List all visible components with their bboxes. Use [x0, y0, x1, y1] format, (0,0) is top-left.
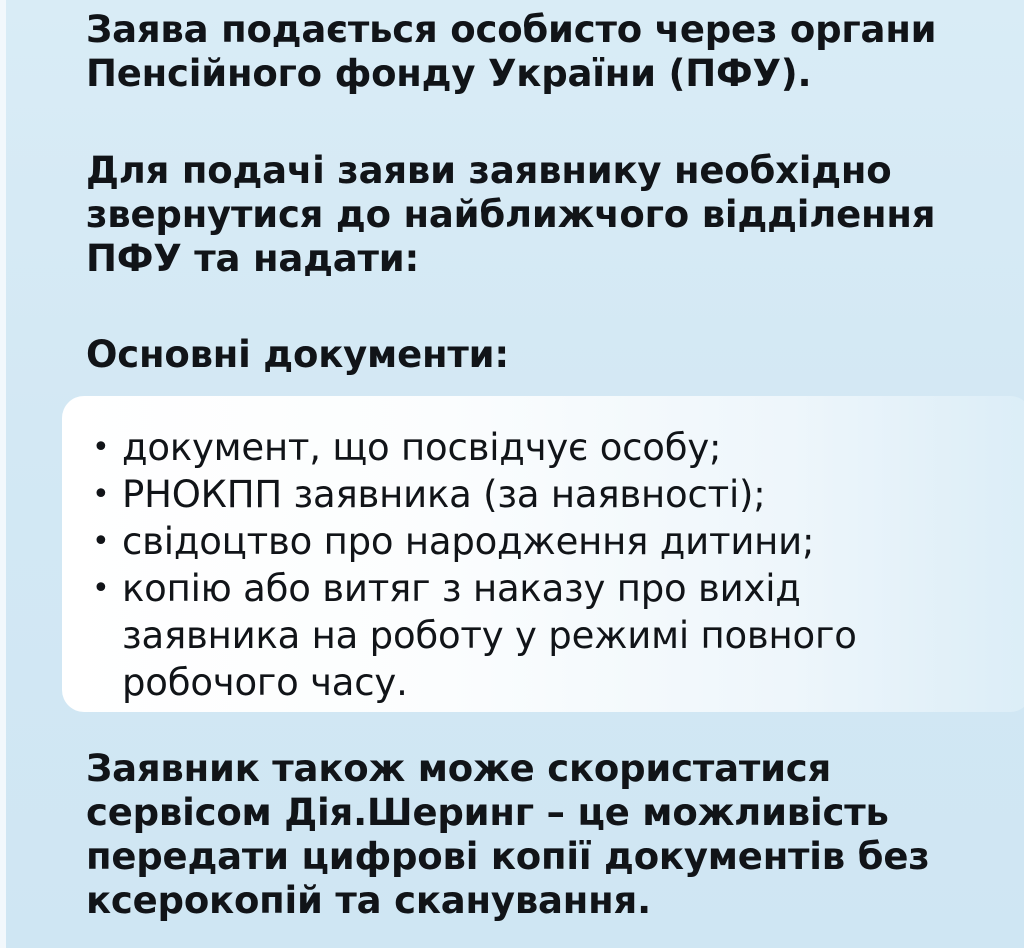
- list-item-text: свідоцтво про народження дитини;: [122, 520, 815, 563]
- list-item-text: документ, що посвідчує особу;: [122, 426, 722, 469]
- instructions-paragraph: Для подачі заяви заявнику необхідно звернутися до найближчого відділення ПФУ та надати:: [86, 149, 936, 280]
- left-edge-strip: [0, 0, 6, 948]
- documents-heading: Основні документи:: [86, 333, 509, 376]
- list-item: [92, 565, 972, 706]
- intro-paragraph: Заява подається особисто через органи Пенсійного фонду України (ПФУ).: [86, 8, 937, 95]
- list-item: [92, 424, 992, 471]
- list-item: [92, 471, 992, 518]
- dia-sharing-paragraph: Заявник також може скористатися сервісом Дія.Шеринг – це можливість передати цифрові копії документів без ксерокопій та сканування.: [86, 747, 930, 922]
- list-item-text: копію або витяг з наказу про вихід заявника на роботу у режимі повного робочого часу.: [122, 567, 857, 704]
- list-item-text: РНОКПП заявника (за наявності);: [122, 473, 766, 516]
- bullet-icon: •: [92, 524, 110, 559]
- bullet-icon: •: [92, 430, 110, 465]
- bullet-icon: •: [92, 477, 110, 512]
- documents-list: [92, 424, 992, 706]
- list-item: [92, 518, 992, 565]
- bullet-icon: •: [92, 571, 110, 606]
